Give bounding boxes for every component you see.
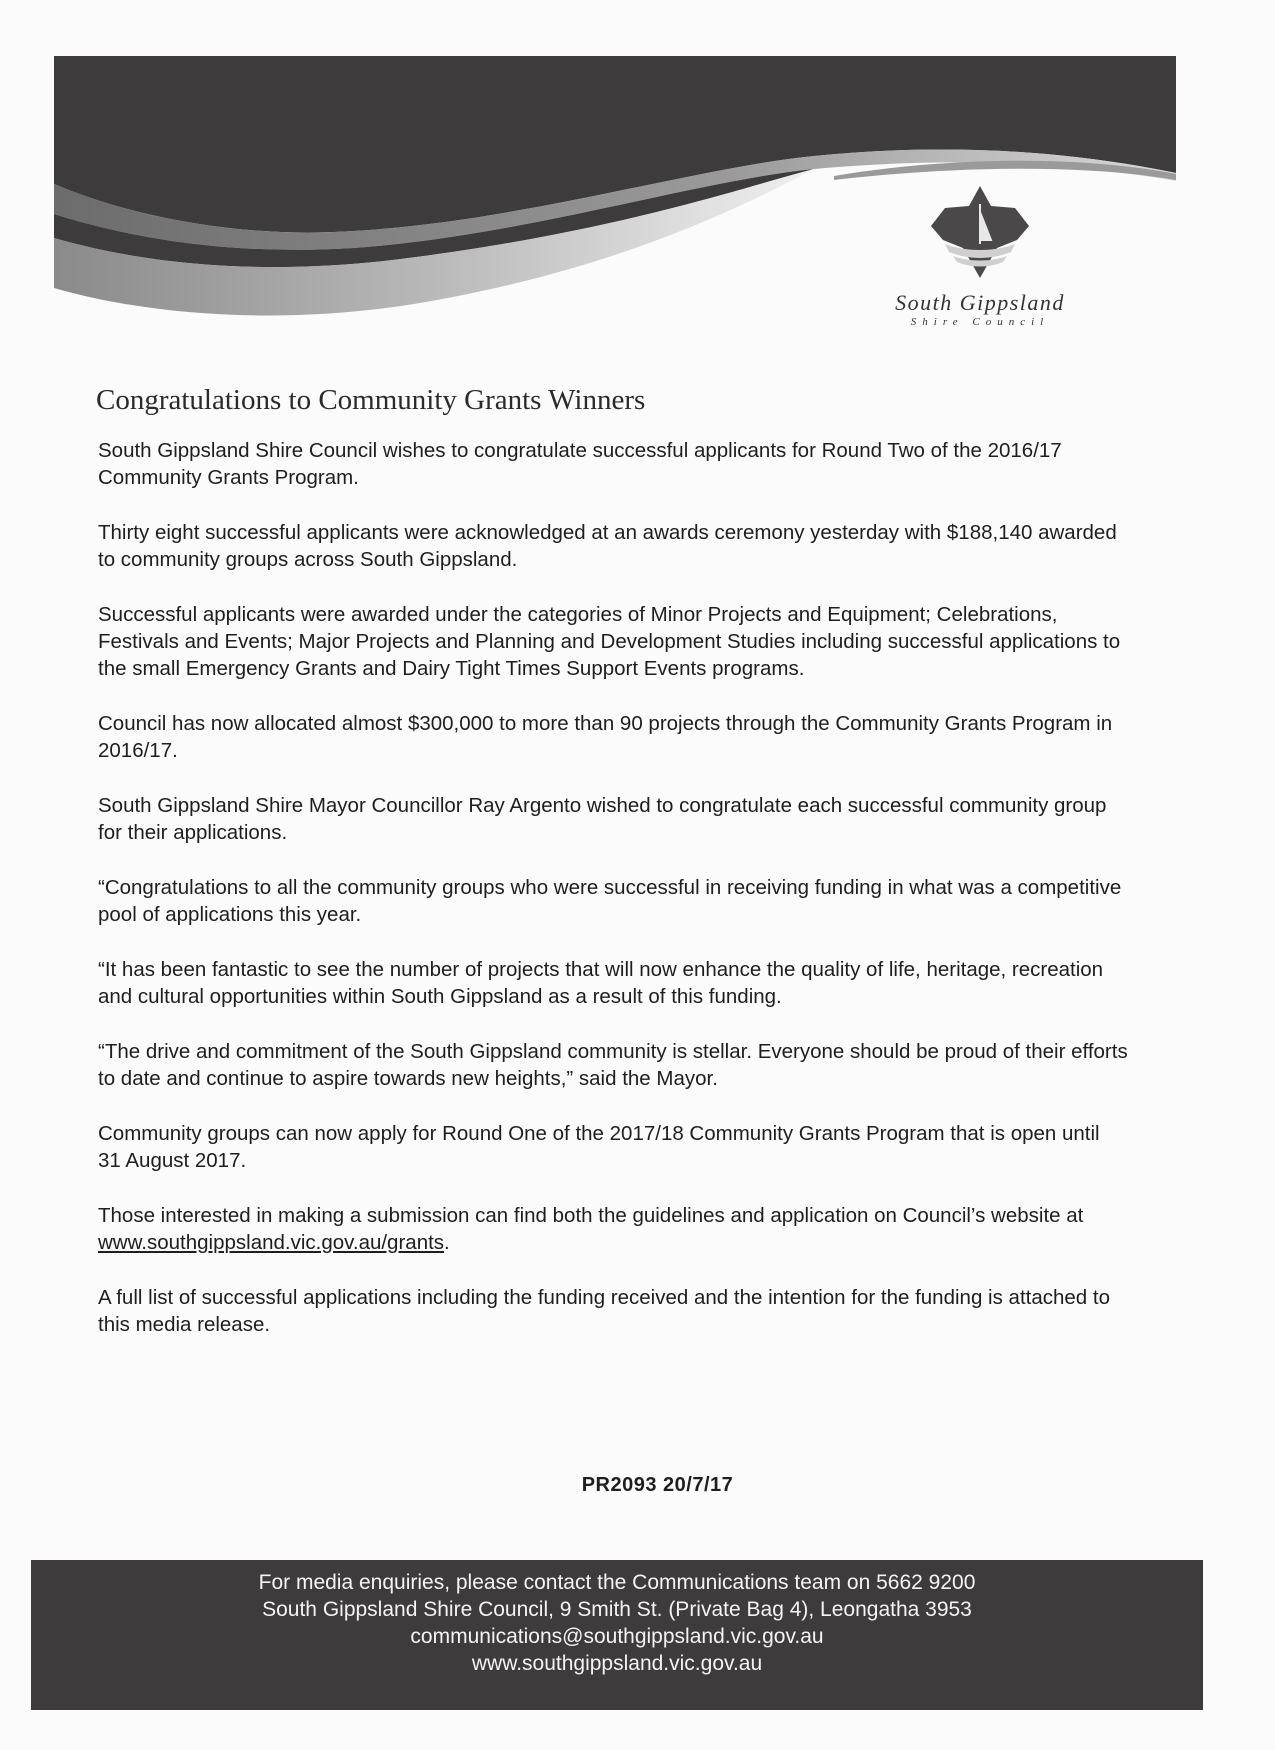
- paragraph: “The drive and commitment of the South Gippsland community is stellar. Everyone should be proud of their efforts to date and continue to aspire towards new heights,” said the Mayor.: [98, 1040, 1128, 1090]
- footer-address: South Gippsland Shire Council, 9 Smith St. (Private Bag 4), Leongatha 3953: [262, 1598, 972, 1621]
- council-crest-icon: [925, 182, 1035, 282]
- paragraph: “It has been fantastic to see the number of projects that will now enhance the quality of life, heritage, recreation and cultural opportunities within South Gippsland as a result of this funding.: [98, 958, 1104, 1008]
- paragraph: Thirty eight successful applicants were acknowledged at an awards ceremony yesterday with $188,140 awarded to community groups across South Gippsland.: [98, 521, 1117, 571]
- paragraph: “Congratulations to all the community groups who were successful in receiving funding in what was a competitive pool of applications this year.: [98, 876, 1122, 926]
- council-logo: [860, 182, 1100, 328]
- org-subtitle: Shire Council: [910, 316, 1050, 328]
- website-text: Those interested in making a submission can find both the guidelines and application on Council’s website at: [98, 1204, 1084, 1227]
- release-reference: PR2093 20/7/17: [581, 1474, 734, 1496]
- footer-website[interactable]: www.southgippsland.vic.gov.au: [471, 1652, 763, 1675]
- contact-footer: [31, 1560, 1203, 1710]
- website-paragraph: [98, 1202, 1128, 1256]
- paragraph: South Gippsland Shire Mayor Councillor Ray Argento wished to congratulate each successful community group for their applications.: [98, 794, 1107, 844]
- footer-enquiries: For media enquiries, please contact the Communications team on 5662 9200: [258, 1571, 976, 1594]
- footer-email[interactable]: communications@southgippsland.vic.gov.au: [410, 1625, 824, 1648]
- website-text-end: .: [444, 1231, 450, 1254]
- paragraph: South Gippsland Shire Council wishes to congratulate successful applicants for Round Two of the 2016/17 Community Grants Program.: [98, 439, 1062, 489]
- paragraph: Community groups can now apply for Round One of the 2017/18 Community Grants Program that is open until 31 August 2017.: [98, 1122, 1100, 1172]
- paragraph: Council has now allocated almost $300,000 to more than 90 projects through the Community Grants Program in 2016/17.: [98, 712, 1113, 762]
- page-title: Congratulations to Community Grants Winners: [96, 384, 646, 416]
- org-name: South Gippsland: [895, 290, 1065, 315]
- grants-link[interactable]: www.southgippsland.vic.gov.au/grants: [98, 1231, 445, 1254]
- release-body: [98, 384, 1128, 1366]
- closing-paragraph: A full list of successful applications including the funding received and the intention for the funding is attached to this media release.: [98, 1286, 1110, 1336]
- paragraph: Successful applicants were awarded under the categories of Minor Projects and Equipment; Celebrations, Festivals and Events; Major Projects and Planning and Development Studies including successful applications to the small Emergency Grants and Dairy Tight Times Support Events programs.: [98, 603, 1121, 680]
